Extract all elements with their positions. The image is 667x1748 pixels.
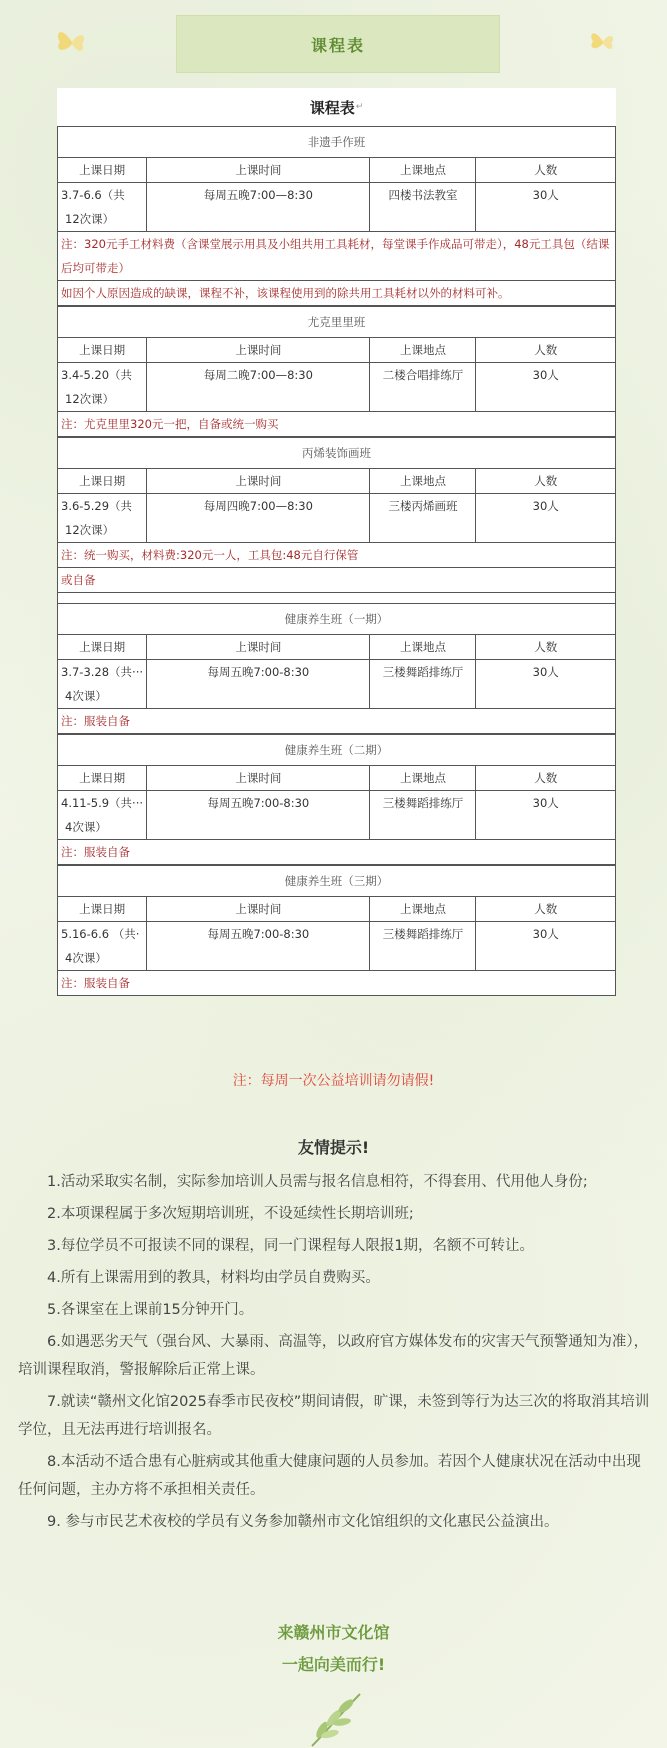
course-location: 三楼丙烯画班 — [370, 494, 476, 543]
section-note: 注：服装自备 — [58, 709, 616, 734]
tip-item: 8.本活动不适合患有心脏病或其他重大健康问题的人员参加。若因个人健康状况在活动中出现任何问题，主办方将不承担相关责任。 — [18, 1454, 641, 1498]
section-gap — [57, 593, 616, 603]
column-header: 上课日期 — [58, 158, 147, 183]
column-header: 上课日期 — [58, 338, 147, 363]
column-header: 上课时间 — [147, 158, 370, 183]
butterfly-icon — [588, 25, 618, 55]
column-header: 上课日期 — [58, 766, 147, 791]
section-note: 注：服装自备 — [58, 971, 616, 996]
course-table — [57, 437, 616, 593]
column-header: 人数 — [476, 897, 616, 922]
column-header: 上课时间 — [147, 469, 370, 494]
column-header: 人数 — [476, 158, 616, 183]
course-table — [57, 603, 616, 734]
course-capacity: 30人 — [476, 363, 616, 412]
column-header: 上课日期 — [58, 469, 147, 494]
course-table — [57, 865, 616, 996]
course-name: 尤克里里班 — [58, 307, 616, 338]
leaf-sprig-icon — [300, 1690, 370, 1748]
course-dates: 5.16-6.6 （共· 4次课） — [58, 922, 147, 971]
course-location: 二楼合唱排练厅 — [370, 363, 476, 412]
column-header: 上课时间 — [147, 338, 370, 363]
butterfly-icon — [54, 22, 90, 58]
column-header: 上课日期 — [58, 635, 147, 660]
tip-item: 1.活动采取实名制，实际参加培训人员需与报名信息相符，不得套用、代用他人身份; — [47, 1174, 588, 1190]
course-time: 每周五晚7:00-8:30 — [147, 922, 370, 971]
course-location: 四楼书法教室 — [370, 183, 476, 232]
course-dates: 3.7-6.6（共 12次课） — [58, 183, 147, 232]
page-header — [176, 15, 500, 73]
course-capacity: 30人 — [476, 494, 616, 543]
column-header: 人数 — [476, 469, 616, 494]
attendance-reminder: 注：每周一次公益培训请勿请假! — [232, 1073, 435, 1089]
column-header: 上课地点 — [370, 158, 476, 183]
document-title: 课程表 ↵ — [309, 98, 364, 117]
course-table — [57, 306, 616, 437]
course-capacity: 30人 — [476, 791, 616, 840]
section-note: 注：尤克里里320元一把，自备或统一购买 — [58, 412, 616, 437]
course-table — [57, 734, 616, 865]
column-header: 上课地点 — [370, 766, 476, 791]
course-dates: 3.4-5.20（共 12次课） — [58, 363, 147, 412]
section-note: 如因个人原因造成的缺课，课程不补，该课程使用到的除共用工具耗材以外的材料可补。 — [58, 281, 616, 306]
course-capacity: 30人 — [476, 922, 616, 971]
tips-list — [18, 1168, 654, 1540]
course-name: 健康养生班（三期） — [58, 866, 616, 897]
tip-item: 7.就读“赣州文化馆2025春季市民夜校”期间请假，旷课，未签到等行为达三次的将取消其培训学位，且无法再进行培训报名。 — [18, 1394, 650, 1438]
column-header: 上课时间 — [147, 635, 370, 660]
course-dates: 4.11-5.9（共··· 4次课） — [58, 791, 147, 840]
column-header: 上课时间 — [147, 897, 370, 922]
column-header: 人数 — [476, 635, 616, 660]
course-location: 三楼舞蹈排练厅 — [370, 922, 476, 971]
column-header: 上课地点 — [370, 635, 476, 660]
course-time: 每周四晚7:00—8:30 — [147, 494, 370, 543]
course-table — [57, 126, 616, 306]
tip-item: 5.各课室在上课前15分钟开门。 — [47, 1302, 254, 1318]
section-note: 注：320元手工材料费（含课堂展示用具及小组共用工具耗材，每堂课手作成品可带走），48元工具包（结课后均可带走） — [58, 232, 616, 281]
section-note: 注：服装自备 — [58, 840, 616, 865]
column-header: 上课日期 — [58, 897, 147, 922]
schedule-sections — [57, 126, 616, 996]
course-name: 丙烯装饰画班 — [58, 438, 616, 469]
course-time: 每周二晚7:00—8:30 — [147, 363, 370, 412]
column-header: 上课地点 — [370, 469, 476, 494]
tip-item: 6.如遇恶劣天气（强台风、大暴雨、高温等，以政府官方媒体发布的灾害天气预警通知为准），培训课程取消，警报解除后正常上课。 — [18, 1334, 649, 1378]
footer-line-2: 一起向美而行! — [281, 1655, 386, 1674]
course-location: 三楼舞蹈排练厅 — [370, 660, 476, 709]
column-header: 上课地点 — [370, 338, 476, 363]
course-name: 非遗手作班 — [58, 127, 616, 158]
course-name: 健康养生班（二期） — [58, 735, 616, 766]
column-header: 上课地点 — [370, 897, 476, 922]
course-time: 每周五晚7:00-8:30 — [147, 791, 370, 840]
header-title: 课程表 — [310, 35, 365, 55]
tip-item: 4.所有上课需用到的教具，材料均由学员自费购买。 — [47, 1270, 380, 1286]
course-capacity: 30人 — [476, 660, 616, 709]
column-header: 人数 — [476, 766, 616, 791]
course-time: 每周五晚7:00—8:30 — [147, 183, 370, 232]
course-time: 每周五晚7:00-8:30 — [147, 660, 370, 709]
column-header: 上课时间 — [147, 766, 370, 791]
tip-item: 9. 参与市民艺术夜校的学员有义务参加赣州市文化馆组织的文化惠民公益演出。 — [47, 1514, 559, 1530]
tip-item: 3.每位学员不可报读不同的课程，同一门课程每人限报1期，名额不可转让。 — [47, 1238, 535, 1254]
column-header: 人数 — [476, 338, 616, 363]
tip-item: 2.本项课程属于多次短期培训班，不设延续性长期培训班; — [47, 1206, 414, 1222]
course-dates: 3.7-3.28（共··· 4次课） — [58, 660, 147, 709]
footer-line-1: 来赣州市文化馆 — [277, 1623, 390, 1642]
schedule-document — [57, 88, 616, 996]
course-name: 健康养生班（一期） — [58, 604, 616, 635]
course-location: 三楼舞蹈排练厅 — [370, 791, 476, 840]
section-note: 或自备 — [58, 568, 616, 593]
course-capacity: 30人 — [476, 183, 616, 232]
tips-title: 友情提示! — [297, 1138, 370, 1157]
section-note: 注：统一购买，材料费:320元一人，工具包:48元自行保管 — [58, 543, 616, 568]
course-dates: 3.6-5.29（共 12次课） — [58, 494, 147, 543]
